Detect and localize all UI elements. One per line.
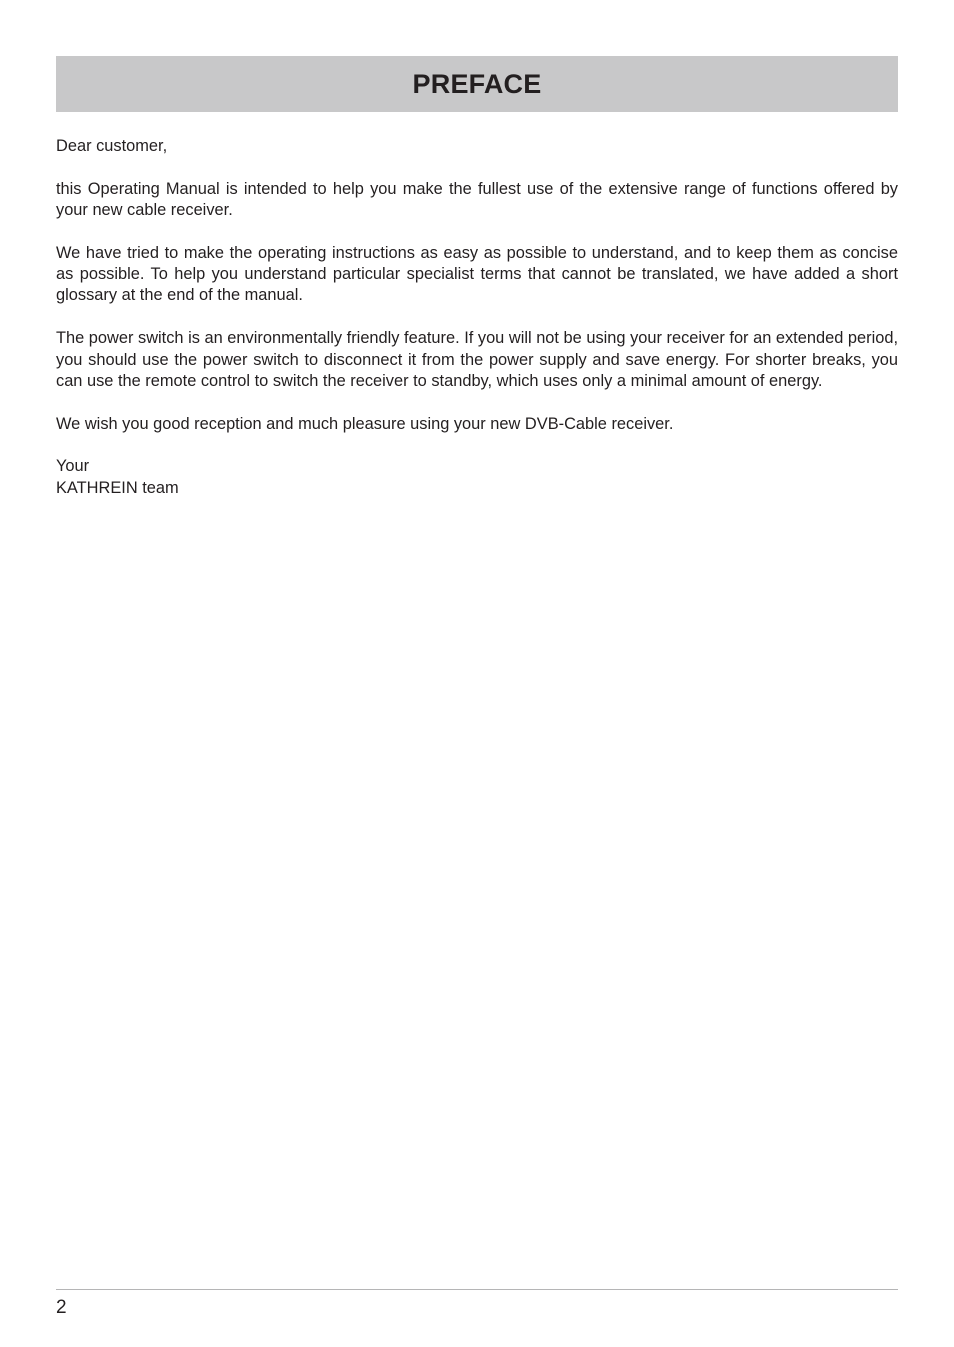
- paragraph-power-switch: The power switch is an environmentally friendly feature. If you will not be using your receiver for an extended period, you should use the power switch to disconnect it from the power supply and save energy. For shorter breaks, you can use the remote control to switch the receiver to standby, which uses only a minimal amount of energy.: [56, 329, 898, 390]
- paragraph-instructions: We have tried to make the operating instructions as easy as possible to understand, and to keep them as concise as possible. To help you understand particular specialist terms that cannot be translated, we have added a short glossary at the end of the manual.: [56, 243, 898, 305]
- preface-body: [56, 136, 898, 499]
- signoff-team: KATHREIN team: [56, 478, 179, 497]
- page-number: 2: [56, 1297, 67, 1318]
- signoff-line: Your: [56, 457, 90, 476]
- footer-divider: [56, 1289, 898, 1290]
- page-header-bar: [56, 56, 898, 112]
- salutation: Dear customer,: [56, 137, 168, 155]
- signature-block: [56, 456, 898, 499]
- page-title: PREFACE: [412, 68, 542, 99]
- paragraph-intro: this Operating Manual is intended to help you make the fullest use of the extensive range of functions offered by your new cable receiver.: [56, 179, 898, 220]
- paragraph-closing: We wish you good reception and much pleasure using your new DVB-Cable receiver.: [56, 414, 674, 433]
